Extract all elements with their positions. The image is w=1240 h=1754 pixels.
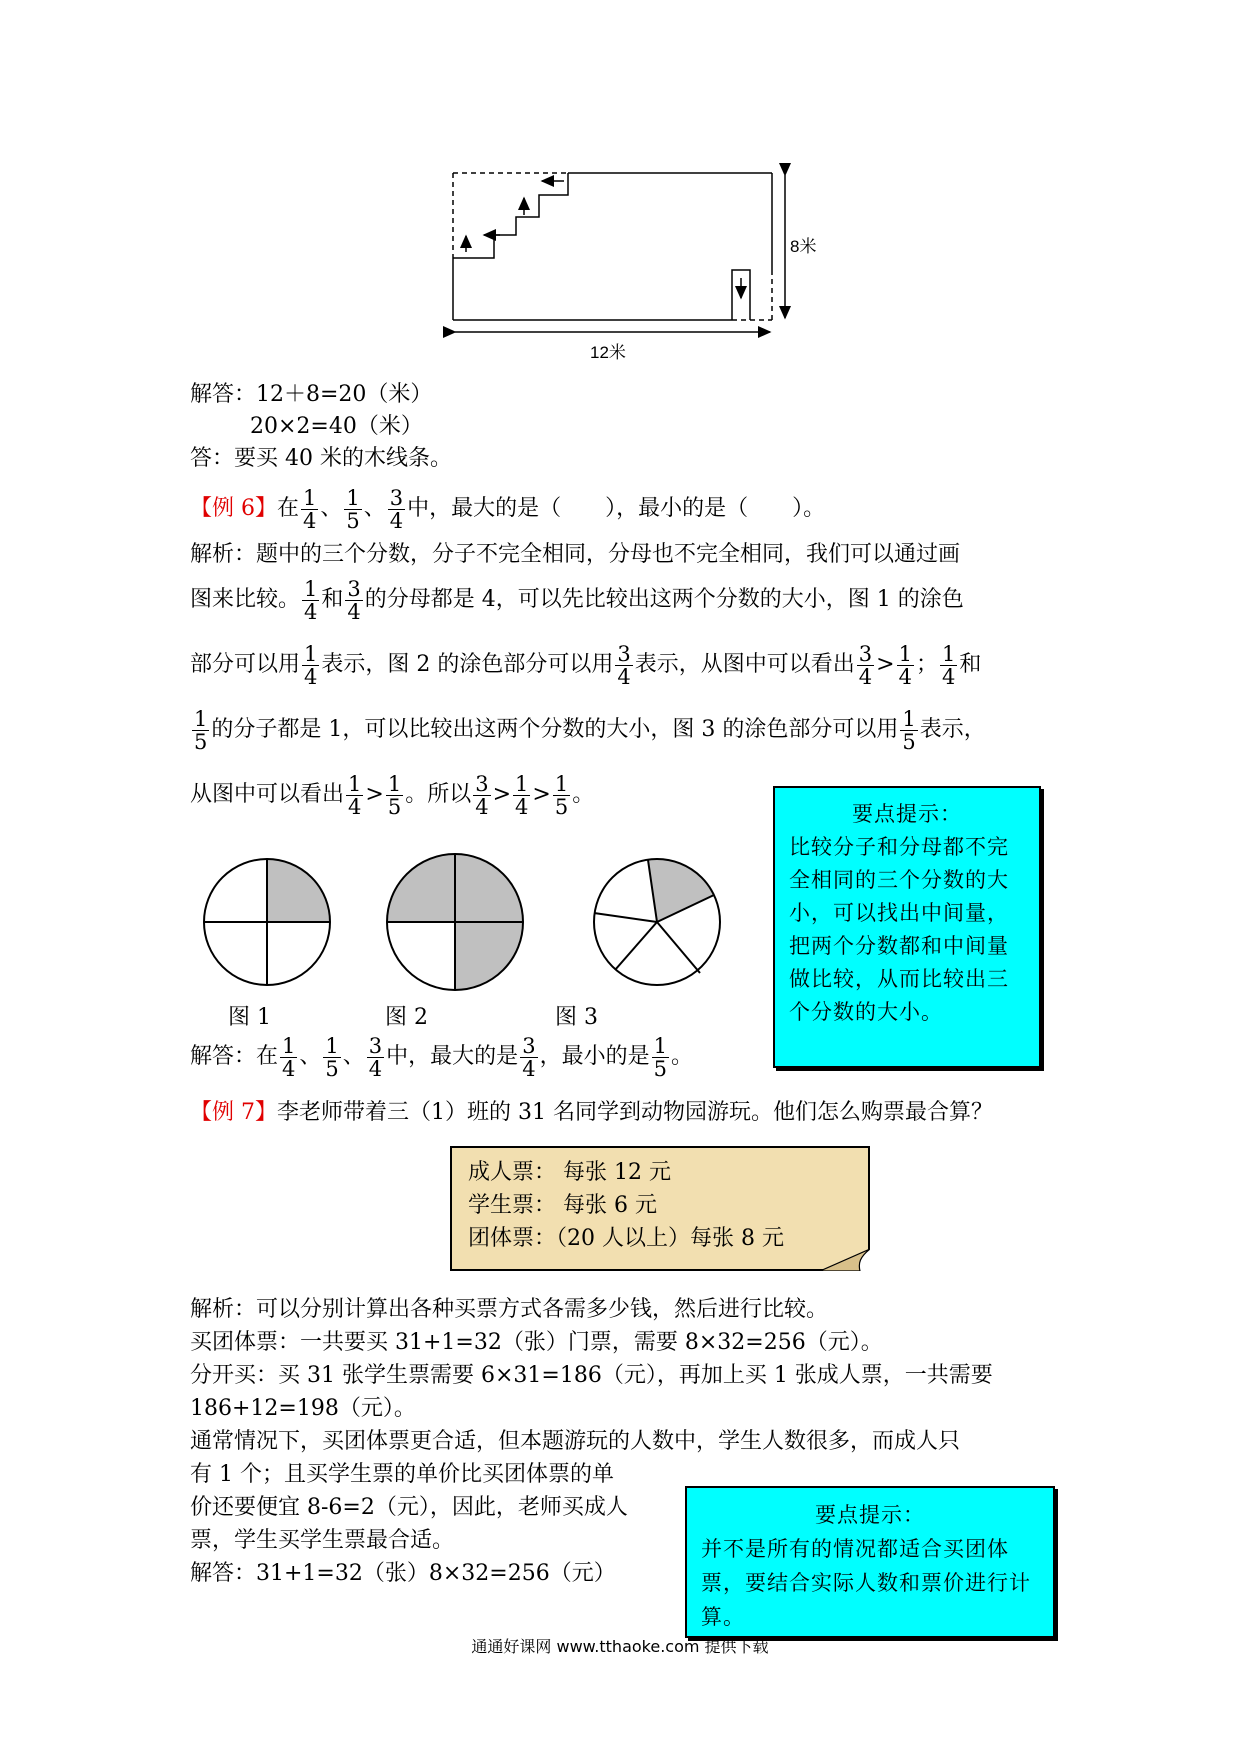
fraction: $\frac{3}{4}$ xyxy=(389,485,404,533)
fraction: $\frac{1}{4}$ xyxy=(941,641,956,689)
analysis-line-4: $\frac{1}{5}$ 的分子都是 1，可以比较出这两个分数的大小，图 3 的涂色部分可以用 $\frac{1}{5}$ 表示， xyxy=(194,706,986,754)
figure-1-caption: 图 1 xyxy=(228,1005,271,1030)
fraction: $\frac{1}{4}$ xyxy=(304,576,318,624)
figure-1-circle xyxy=(200,855,334,989)
tip-box-example6 xyxy=(773,786,1041,1068)
e7-analysis-6: 有 1 个；且买学生票的单价比买团体票的单 xyxy=(190,1462,614,1487)
height-label: 8米 xyxy=(790,237,817,256)
staircase-diagram xyxy=(440,160,820,365)
fraction: $\frac{1}{5}$ xyxy=(387,771,402,819)
e7-analysis-5: 通常情况下，买团体票更合适，但本题游玩的人数中，学生人数很多，而成人只 xyxy=(190,1429,961,1454)
e7-answer: 解答：31+1=32（张）8×32=256（元） xyxy=(190,1561,616,1586)
ticket-price-card xyxy=(450,1146,870,1271)
analysis-line-3: 部分可以用 $\frac{1}{4}$ 表示，图 2 的涂色部分可以用 $\frac{3}{4}$ 表示，从图中可以看出 $\frac{3}{4}$ > $\frac{1}{4}$ ； $\frac{1}{4}$ 和 xyxy=(190,641,982,689)
example6-tag: 【例 6】 xyxy=(190,496,277,521)
e7-analysis-3: 分开买：买 31 张学生票需要 6×31=186（元），再加上买 1 张成人票，一共需要 xyxy=(190,1363,993,1388)
solution-line-3: 答：要买 40 米的木线条。 xyxy=(190,446,452,471)
fraction: $\frac{3}{4}$ xyxy=(522,1033,536,1081)
solution-line-2: 20×2=40（米） xyxy=(250,414,423,439)
fraction: $\frac{3}{4}$ xyxy=(858,641,873,689)
analysis-line-2: 图来比较。 $\frac{1}{4}$ 和 $\frac{3}{4}$ 的分母都是 4，可以先比较出这两个分数的大小，图 1 的涂色 xyxy=(190,576,964,624)
ticket-group: 团体票：（20 人以上）每张 8 元 xyxy=(468,1226,784,1251)
example7-tag: 【例 7】 xyxy=(190,1100,277,1125)
e7-analysis-8: 票，学生买学生票最合适。 xyxy=(190,1528,455,1553)
example6-stem: 【例 6】在 $\frac{1}{4}$ 、 $\frac{1}{5}$ 、 $\frac{3}{4}$ 中，最大的是（ ），最小的是（ ）。 xyxy=(190,485,826,533)
fraction: $\frac{1}{4}$ xyxy=(348,771,362,819)
e7-analysis-7: 价还要便宜 8-6=2（元），因此，老师买成人 xyxy=(190,1495,628,1520)
solution-line-1: 解答：12＋8=20（米） xyxy=(190,382,433,407)
example6-answer: 解答：在 $\frac{1}{4}$ 、 $\frac{1}{5}$ 、 $\frac{3}{4}$ 中，最大的是 $\frac{3}{4}$ ，最小的是 $\frac{1}{5}$ 。 xyxy=(190,1033,693,1081)
fraction: $\frac{1}{5}$ xyxy=(554,771,569,819)
fraction: $\frac{3}{4}$ xyxy=(368,1033,383,1081)
e7-analysis-2: 买团体票：一共要买 31+1=32（张）门票，需要 8×32=256（元）。 xyxy=(190,1330,883,1355)
fraction: $\frac{1}{5}$ xyxy=(325,1033,339,1081)
fraction: $\frac{3}{4}$ xyxy=(347,576,361,624)
figure-2-caption: 图 2 xyxy=(385,1005,428,1030)
figure-3-circle xyxy=(590,855,724,989)
analysis-line-5: 从图中可以看出 $\frac{1}{4}$ > $\frac{1}{5}$ 。所以 $\frac{3}{4}$ > $\frac{1}{4}$ > $\frac{1}{5}$ 。 xyxy=(190,771,595,819)
figure-3-caption: 图 3 xyxy=(555,1005,598,1030)
figure-2-circle xyxy=(385,852,525,992)
tip-title: 要点提示： xyxy=(852,802,962,826)
fraction: $\frac{1}{5}$ xyxy=(653,1033,667,1081)
fraction: $\frac{1}{4}$ xyxy=(282,1033,296,1081)
ticket-adult: 成人票： 每张 12 元 xyxy=(468,1160,671,1185)
fraction: $\frac{1}{4}$ xyxy=(898,641,912,689)
e7-analysis-1: 解析：可以分别计算出各种买票方式各需多少钱，然后进行比较。 xyxy=(190,1297,829,1322)
fraction: $\frac{3}{4}$ xyxy=(475,771,489,819)
example7-stem: 【例 7】李老师带着三（1）班的 31 名同学到动物园游玩。他们怎么购票最合算？ xyxy=(190,1100,993,1125)
tip-box-example7 xyxy=(685,1486,1055,1638)
fraction: $\frac{1}{4}$ xyxy=(303,485,317,533)
footer-source: 通通好课网 www.tthaoke.com 提供下载 xyxy=(471,1637,769,1656)
fraction: $\frac{1}{5}$ xyxy=(902,706,916,754)
fraction: $\frac{3}{4}$ xyxy=(617,641,631,689)
fraction: $\frac{1}{5}$ xyxy=(346,485,360,533)
analysis-line-1: 解析：题中的三个分数，分子不完全相同，分母也不完全相同，我们可以通过画 xyxy=(190,542,961,567)
tip-body: 并不是所有的情况都适合买团体票，要结合实际人数和票价进行计算。 xyxy=(701,1537,1031,1629)
ticket-student: 学生票： 每张 6 元 xyxy=(468,1193,657,1218)
tip-body: 比较分子和分母都不完全相同的三个分数的大小，可以找出中间量，把两个分数都和中间量做比较，从而比较出三个分数的大小。 xyxy=(789,835,1009,1024)
e7-analysis-4: 186+12=198（元）。 xyxy=(190,1396,416,1421)
width-label: 12米 xyxy=(590,343,626,362)
fraction: $\frac{1}{4}$ xyxy=(515,771,529,819)
tip-title: 要点提示： xyxy=(815,1503,925,1527)
page-curl-icon xyxy=(820,1249,870,1271)
fraction: $\frac{1}{4}$ xyxy=(304,641,318,689)
fraction: $\frac{1}{5}$ xyxy=(194,706,208,754)
